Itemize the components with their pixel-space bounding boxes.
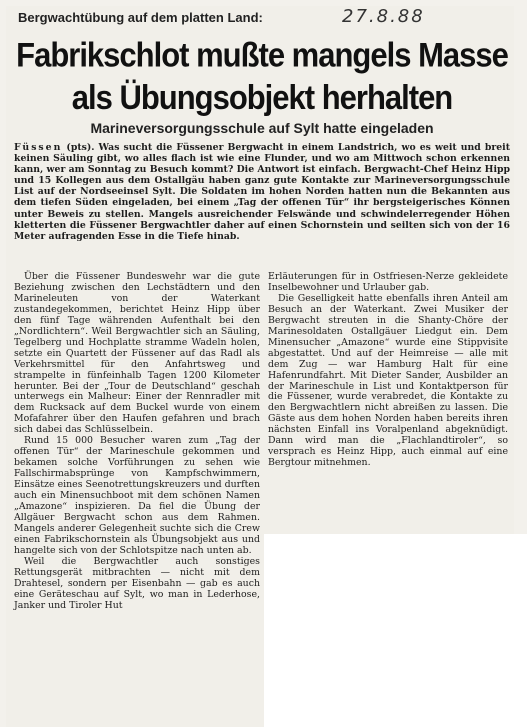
left-paragraph-2: Rund 15 000 Besucher waren zum „Tag der offenen Tür“ der Marineschule gekommen und bekamen solche Vorführungen zu sehen wie Fallschirmabsprünge von Kampfschwimmern, Einsätze eines Seenotrettungskreuzers und durften auch ein Minensuchboot mit dem schönen Namen „Amazone“ inspizieren. Da fiel die Übung der Allgäuer Bergwacht schon aus dem Rahmen. Mangels anderer Gelegenheit suchte sich die Crew einen Fabrikschornstein als Übungsobjekt aus und hangelte sich von der Schlotspitze nach unten ab. [14,435,260,556]
left-paragraph-3: Weil die Bergwachtler auch sonstiges Rettungsgerät mitbrachten — nicht mit dem Drahtesel, sondern per Eisenbahn — gab es auch eine Geräteschau auf Sylt, wo man in Lederhose, Janker und Tiroler Hut [14,555,260,611]
right-paragraph-1: Erläuterungen für in Ostfriesen-Nerze gekleidete Inselbewohner und Urlauber gab. [268,271,508,293]
left-column [14,272,260,612]
dateline-place: Füssen [14,142,63,153]
blank-paper-area [264,534,527,727]
right-paragraph-2: Die Geselligkeit hatte ebenfalls ihren Anteil am Besuch an der Waterkant. Zwei Musiker der Bergwacht streuten in die Shanty-Chöre der Marinesoldaten Ostallgäuer Liedgut ein. Dem Minensucher „Amazone“ wurde eine Stippvisite abgestattet. Und auf der Heimreise — alle mit dem Zug — war Hamburg Halt für eine Hafenrundfahrt. Mit Dieter Sander, Ausbilder an der Marineschule in List und Kontaktperson für die Füssener, wurde verabredet, die Kontakte zu den Bergwachtlern nicht abreißen zu lassen. Die Gäste aus dem hohen Norden haben bereits ihren nächsten Einfall ins Voralpenland abgeknüdigt. Dann wird man die „Flachlandtiroler“, so versprach es Heinz Hipp, auch einmal auf eine Bergtour mitnehmen. [268,292,508,469]
subheadline: Marineversorgungsschule auf Sylt hatte eingeladen [90,120,434,136]
handwritten-date: 27.8.88 [342,6,425,27]
lead-paragraph [14,142,510,242]
right-column [268,272,508,469]
left-paragraph-1: Über die Füssener Bundeswehr war die gute Beziehung zwischen den Lechstädtern und den Marineleuten von der Waterkant zustandegekommen, berichtet Heinz Hipp über den fünf Tage währenden Aufenthalt bei den „Nordlichtern“. Weil Bergwachtler sich an Säuling, Tegelberg und Hochplatte stramme Wadeln holen, setzte ein Quartett der Füssener auf das Radl als Verkehrsmittel für den Anfahrtsweg und strampelte in fünfeinhalb Tagen 1200 Kilometer herunter. Bei der „Tour de Deutschland“ geschah unterwegs ein Malheur: Einer der Rennradler mit dem Rucksack auf dem Buckel wurde von einem Mofafahrer über den Haufen gefahren und brach sich dabei das Schlüsselbein. [14,271,260,436]
kicker-line: Bergwachtübung auf dem platten Land: [18,10,263,25]
lead-text: (pts). Was sucht die Füssener Bergwacht in einem Landstrich, wo es weit und breit keinen Säuling gibt, wo alles flach ist wie eine Flunder, und wo am Mittwoch schon erkennen kann, wer am Sonntag zu Besuch kommt? Die Antwort ist einfach. Bergwacht-Chef Heinz Hipp und 15 Kollegen aus dem Ostallgäu haben ganz gute Kontakte zur Marineversorgungsschule List auf der Nordseeinsel Sylt. Die Soldaten im hohen Norden hatten nun die Bekannten aus dem tiefen Süden eingeladen, bei einem „Tag der offenen Tür“ ihr bergsteigerisches Können unter Beweis zu stellen. Mangels ausreichender Felswände und schwindelerregender Höhen kletterten die Füssener Bergwachtler daher auf einen Schornstein und seilten sich von der 16 Meter aufragenden Esse in die Tiefe hinab. [14,142,510,242]
headline: Fabrikschlot mußte mangels Masse als Übungsobjekt herhalten [16,35,508,117]
